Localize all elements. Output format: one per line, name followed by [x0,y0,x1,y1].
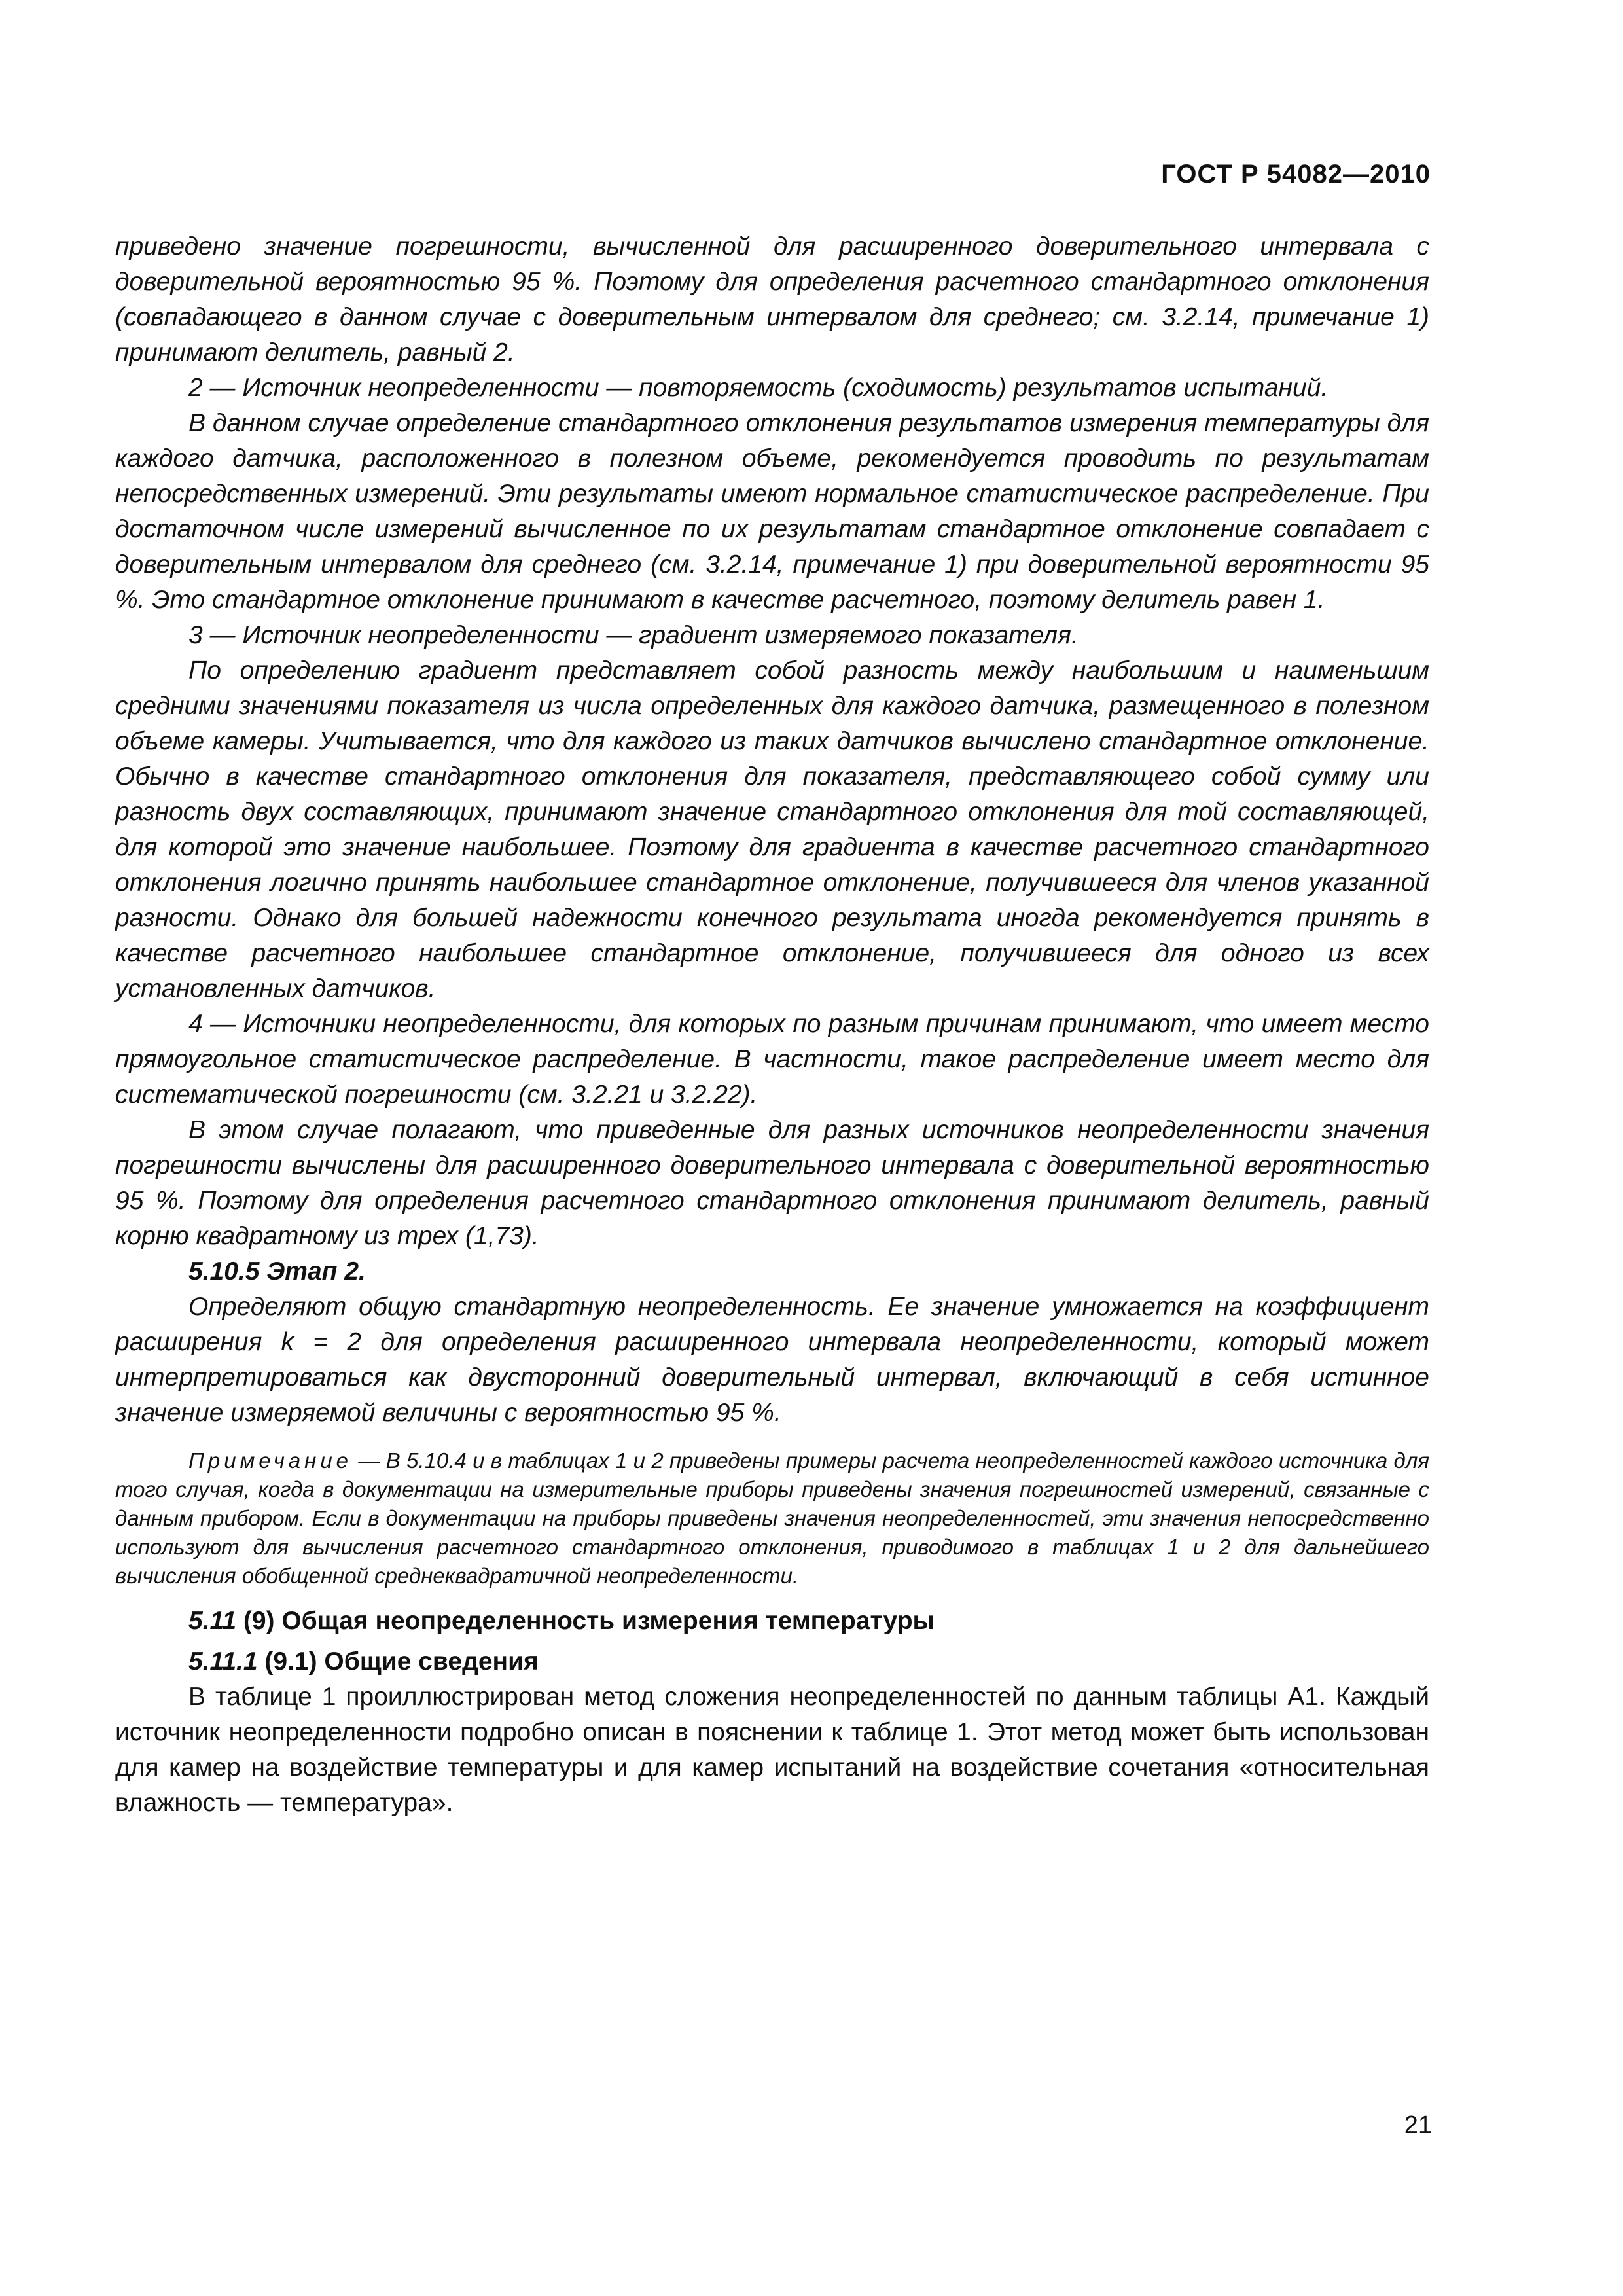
subsection-heading [115,1644,1429,1679]
subsection-title: (9.1) Общие сведения [257,1647,539,1676]
note-label: Примечание [188,1448,353,1473]
paragraph-text: Определяют общую стандартную неопределенность. Ее значение умножается на коэффициент расширения [115,1293,1429,1356]
note [115,1446,1429,1590]
paragraph: В данном случае определение стандартного отклонения результатов измерения температуры для каждого датчика, расположенного в полезном объеме, рекомендуется проводить по результатам непосредственных измерений. Эти результаты имеют нормальное статистическое распределение. При достаточном числе измерений вычисленное по их результатам стандартное отклонение совпадает с доверительным интервалом для среднего (см. 3.2.14, примечание 1) при доверительной вероятности 95 %. Это стандартное отклонение принимают в качестве расчетного, поэтому делитель равен 1. [115,409,1429,614]
paragraph: По определению градиент представляет собой разность между наибольшим и наименьшим средними значениями показателя из числа определенных для каждого датчика, размещенного в полезном объеме камеры. Учитывается, что для каждого из таких датчиков вычислено стандартное отклонение. Обычно в качестве стандартного отклонения для показателя, представляющего собой сумму или разность двух составляющих, принимают значение стандартного отклонения для той составляющей, для которой это значение наибольшее. Поэтому для градиента в качестве расчетного стандартного отклонения логично принять наибольшее стандартное отклонение, получившееся для членов указанной разности. Однако для большей надежности конечного результата иногда рекомендуется принять в качестве расчетного наибольшее стандартное отклонение, получившееся для одного из всех установленных датчиков. [115,656,1429,1003]
paragraph: 3 — Источник неопределенности — градиент измеряемого показателя. [188,621,1079,649]
document-code: ГОСТ Р 54082—2010 [1161,160,1431,188]
paragraph: В таблице 1 проиллюстрирован метод сложения неопределенностей по данным таблицы А1. Каждый источник неопределенности подробно описан в пояснении к таблице 1. Этот метод может быть использован для камер на воздействие температуры и для камер испытаний на воздействие сочетания «относительная влажность — температура». [115,1683,1429,1817]
section-number: 5.11 [188,1607,237,1635]
section-heading [115,1604,1429,1639]
note-text: — В 5.10.4 и в таблицах 1 и 2 приведены примеры расчета неопределенностей каждого источника для того случая, когда в документации на измерительные приборы приведены значения погрешностей измерений, связанные с данным прибором. Если в документации на приборы приведены значения неопределенностей, эти значения непосредственно используют для вычисления расчетного стандартного отклонения, приводимого в таблицах 1 и 2 для дальнейшего вычисления обобщенной среднеквадратичной неопределенности. [115,1448,1429,1588]
paragraph: В этом случае полагают, что приведенные для разных источников неопределенности значения погрешности вычислены для расширенного доверительного интервала с доверительной вероятностью 95 %. Поэтому для определения расчетного стандартного отклонения принимают делитель, равный корню квадратному из трех (1,73). [115,1116,1429,1250]
symbol-k: k [281,1328,294,1356]
paragraph-text: = 2 для определения расширенного интервала неопределенности, который может интерпретироваться как двусторонний доверительный интервал, включающий в себя истинное значение измеряемой величины с вероятностью 95 %. [115,1328,1429,1427]
paragraph: 2 — Источник неопределенности — повторяемость (сходимость) результатов испытаний. [188,374,1329,402]
section-title: (9) Общая неопределенность измерения температуры [236,1607,935,1635]
paragraph: 4 — Источники неопределенности, для которых по разным причинам принимают, что имеет место прямоугольное статистическое распределение. В частности, такое распределение имеет место для систематической погрешности (см. 3.2.21 и 3.2.22). [115,1010,1429,1109]
paragraph [115,1289,1429,1431]
document-body [115,229,1429,1821]
subsection-number: 5.11.1 [188,1647,258,1676]
stage-heading: 5.10.5 Этап 2. [188,1257,366,1285]
paragraph: приведено значение погрешности, вычисленной для расширенного доверительного интервала с доверительной вероятностью 95 %. Поэтому для определения расчетного стандартного отклонения (совпадающего в данном случае с доверительным интервалом для среднего; см. 3.2.14, примечание 1) принимают делитель, равный 2. [115,232,1429,367]
page-number: 21 [1404,2111,1432,2139]
